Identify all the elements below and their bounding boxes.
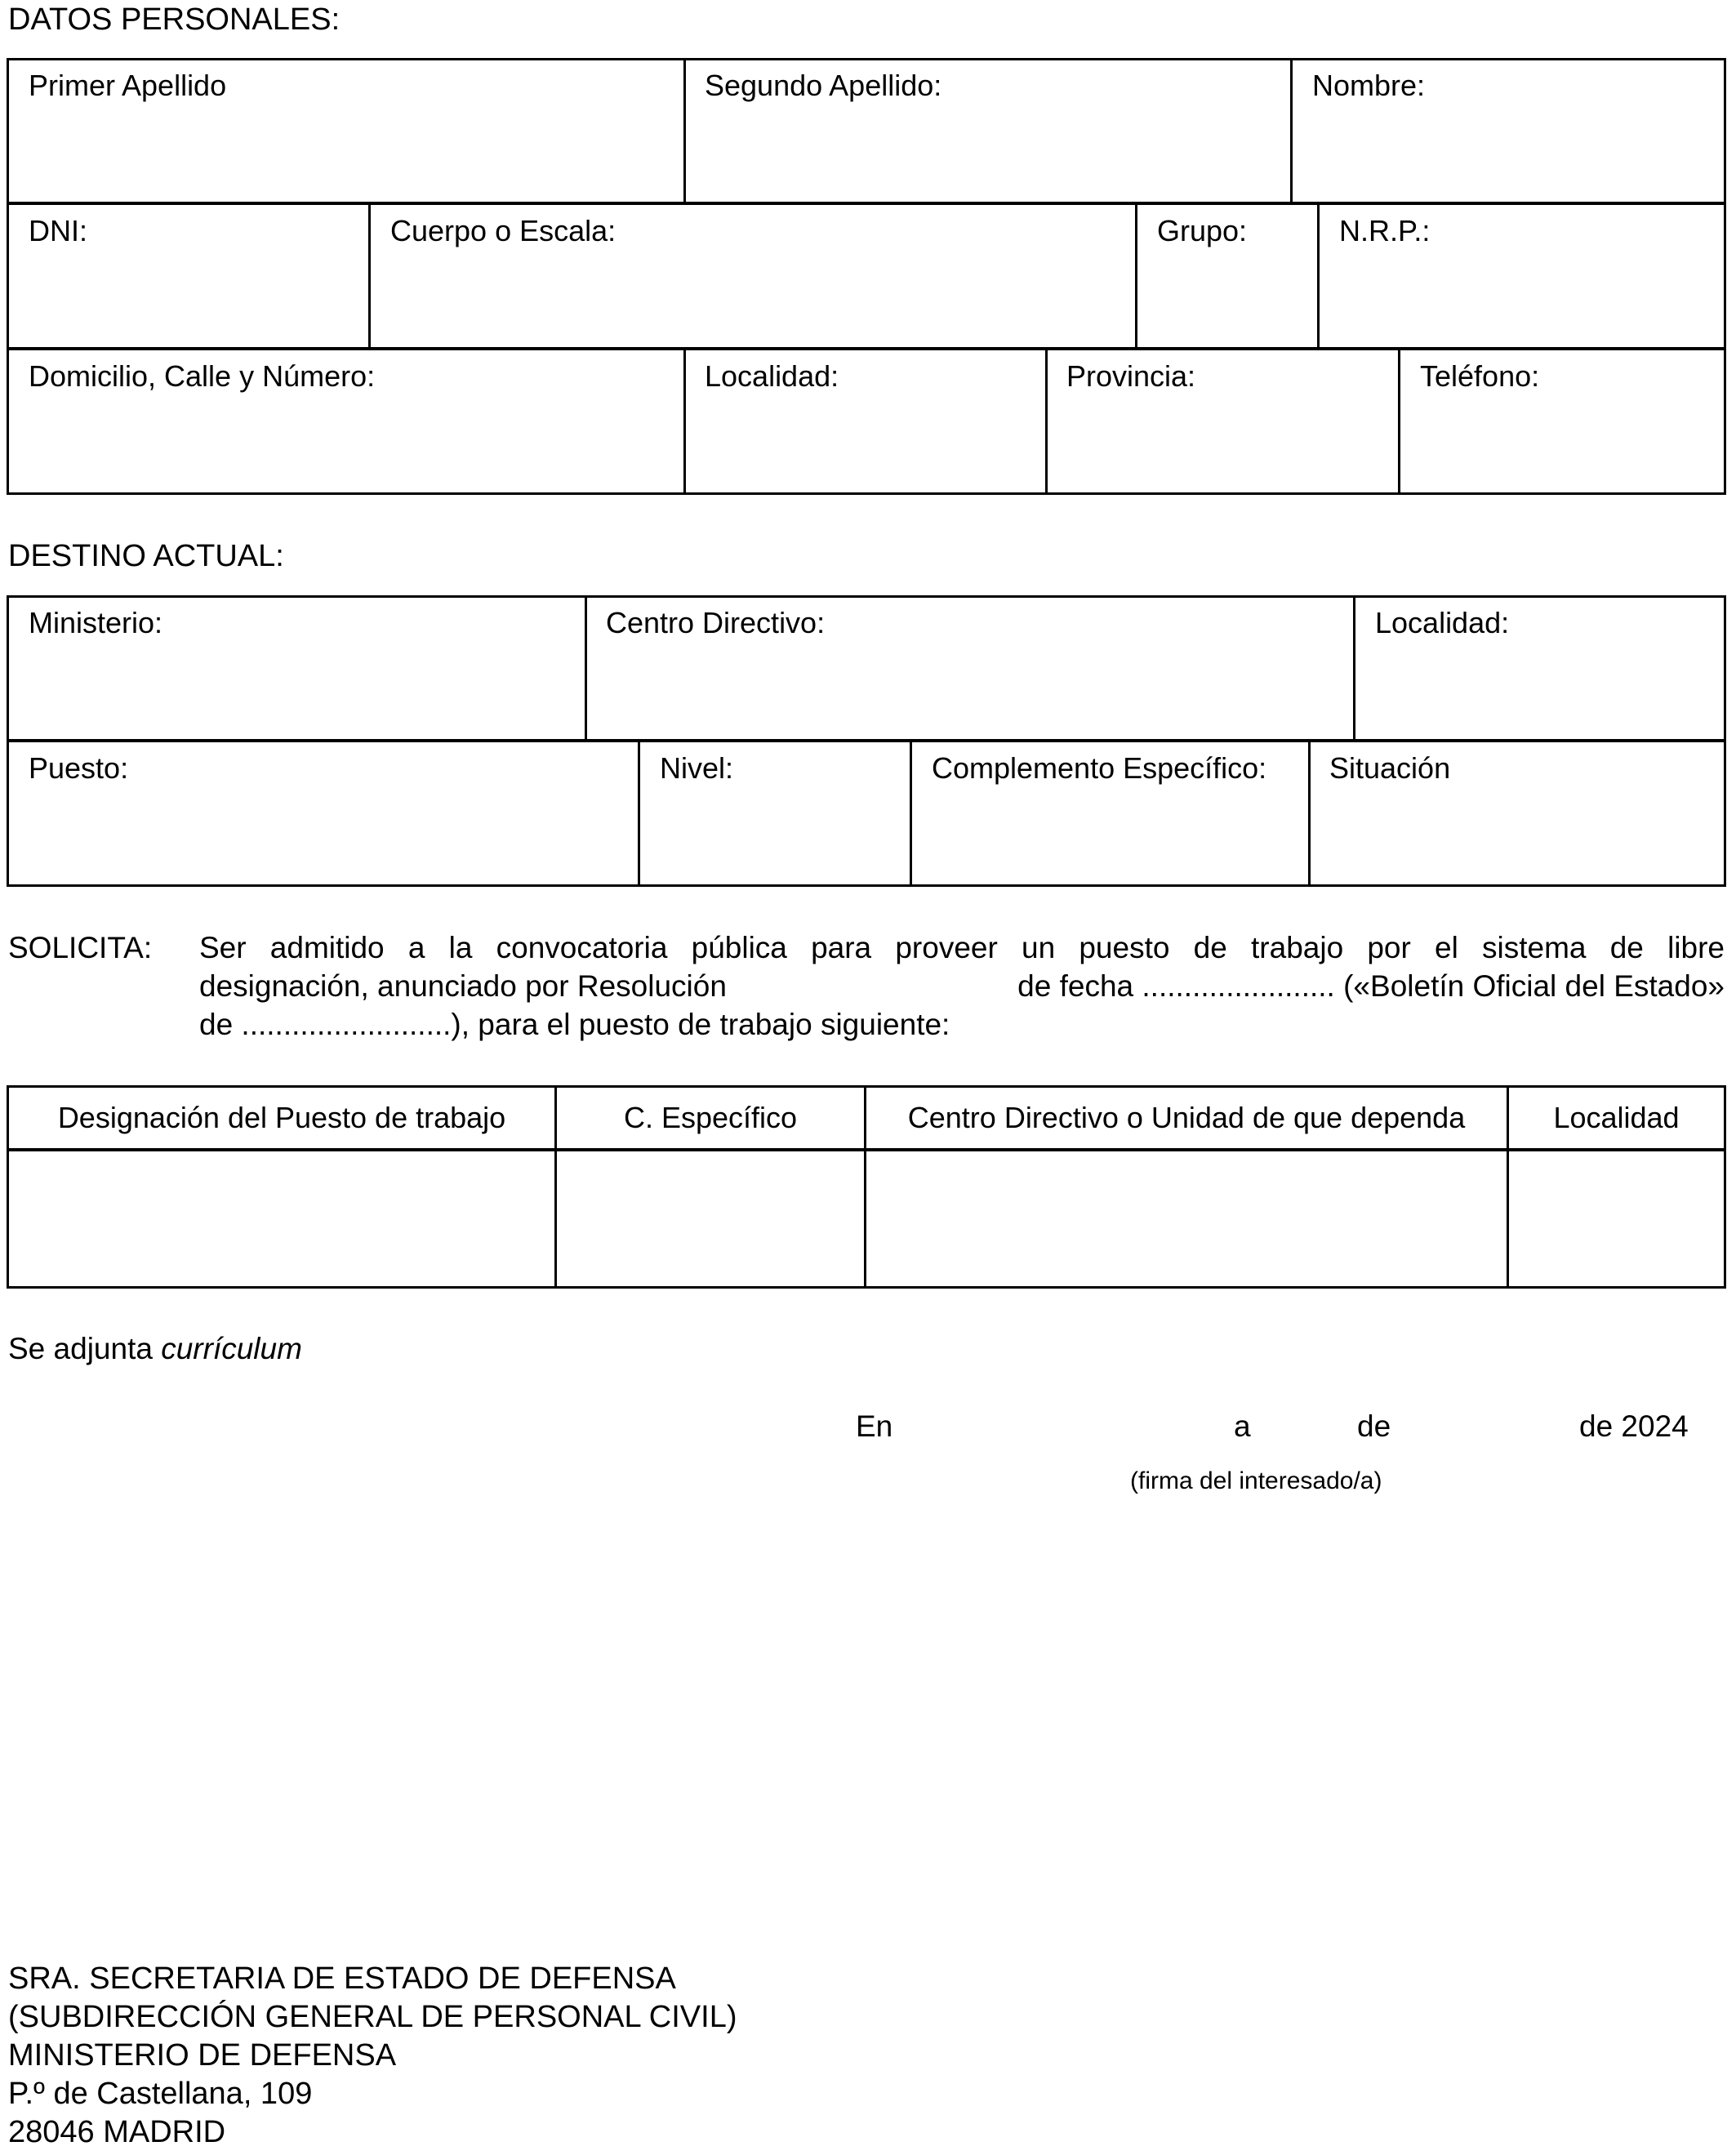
column-divider [910,741,912,886]
nrp-field[interactable] [1324,252,1725,343]
column-divider [1135,203,1137,349]
section-heading-datos-personales: DATOS PERSONALES: [8,2,341,37]
label-ministerio: Ministerio: [29,606,163,639]
signature-area[interactable] [980,1503,1551,1911]
lugar-field[interactable] [906,1406,1220,1445]
row-divider [7,347,1726,350]
header-divider [7,1148,1726,1151]
solicita-line-2a: designación, anunciado por Resolución [199,969,727,1003]
destinatario-line: MINISTERIO DE DEFENSA [8,2038,397,2073]
localidad-puesto-field[interactable] [1512,1155,1725,1285]
label-primer-apellido: Primer Apellido [29,69,227,102]
localidad-destino-field[interactable] [1360,643,1725,737]
destinatario-address [8,1960,737,2152]
column-header-centro-directivo: Centro Directivo o Unidad de que dependa [907,1101,1466,1134]
column-divider [1353,595,1355,741]
column-divider [683,58,686,203]
fecha-en-label: En [856,1409,893,1443]
column-header-designacion: Designación del Puesto de trabajo [57,1101,506,1134]
label-cuerpo-escala: Cuerpo o Escala: [390,214,617,247]
label-provincia: Provincia: [1066,359,1196,393]
label-nivel: Nivel: [660,751,734,785]
column-divider [683,349,686,494]
provincia-field[interactable] [1052,397,1395,490]
c-especifico-field[interactable] [560,1155,863,1285]
segundo-apellido-field[interactable] [690,106,1288,198]
label-localidad-destino: Localidad: [1375,606,1510,639]
label-telefono: Teléfono: [1420,359,1540,393]
column-header-localidad: Localidad [1553,1101,1680,1134]
fecha-de-label: de [1357,1409,1391,1443]
domicilio-field[interactable] [11,397,680,490]
complemento-especifico-field[interactable] [916,789,1306,882]
adjunta-curriculum-italic: currículum [161,1332,302,1365]
label-dni: DNI: [29,214,87,247]
adjunta-prefix: Se adjunta [8,1332,162,1365]
column-divider [1308,741,1311,886]
firma-interesado-label: (firma del interesado/a) [1130,1467,1382,1494]
nombre-field[interactable] [1297,106,1725,198]
mes-field[interactable] [1400,1406,1579,1445]
column-divider [1317,203,1320,349]
puesto-field[interactable] [11,789,635,882]
adjunta-curriculum-note [8,1329,302,1368]
dia-field[interactable] [1262,1406,1355,1445]
destinatario-line: 28046 MADRID [8,2115,226,2149]
label-localidad: Localidad: [705,359,839,393]
section-heading-destino-actual: DESTINO ACTUAL: [8,539,284,573]
column-divider [638,741,640,886]
solicita-label: SOLICITA: [8,931,153,964]
ministerio-field[interactable] [11,643,582,737]
column-divider [585,595,587,741]
column-divider [1398,349,1400,494]
destinatario-line: (SUBDIRECCIÓN GENERAL DE PERSONAL CIVIL) [8,2000,737,2034]
label-domicilio: Domicilio, Calle y Número: [29,359,376,393]
row-divider [7,202,1726,205]
label-situacion: Situación [1329,751,1451,785]
column-divider [1290,58,1293,203]
label-puesto: Puesto: [29,751,129,785]
fecha-a-label: a [1234,1409,1251,1443]
column-divider [368,203,371,349]
fecha-anio-label: de 2024 [1579,1409,1689,1443]
label-complemento-especifico: Complemento Específico: [932,751,1267,785]
label-segundo-apellido: Segundo Apellido: [705,69,942,102]
nivel-field[interactable] [644,789,907,882]
label-centro-directivo: Centro Directivo: [606,606,826,639]
solicita-line-1: Ser admitido a la convocatoria pública para proveer un puesto de trabajo por el sistema de libre [199,931,1725,964]
column-divider [1045,349,1048,494]
column-header-c-especifico: C. Específico [623,1101,798,1134]
label-grupo: Grupo: [1157,214,1248,247]
centro-directivo-field[interactable] [591,643,1351,737]
row-divider [7,739,1726,742]
label-nombre: Nombre: [1312,69,1426,102]
designacion-puesto-field[interactable] [11,1155,554,1285]
solicita-line-3: de .........................), para el puesto de trabajo siguiente: [199,1008,950,1041]
destinatario-line: SRA. SECRETARIA DE ESTADO DE DEFENSA [8,1961,676,1996]
telefono-field[interactable] [1404,397,1725,490]
grupo-field[interactable] [1142,252,1315,343]
primer-apellido-field[interactable] [11,106,680,198]
cuerpo-escala-field[interactable] [375,252,1133,343]
label-nrp: N.R.P.: [1339,214,1431,247]
localidad-field[interactable] [690,397,1043,490]
situacion-field[interactable] [1315,789,1725,882]
solicita-line-2b: de fecha ....................... («Boletín Oficial del Estado» [1017,969,1725,1003]
dni-field[interactable] [11,252,366,343]
centro-directivo-unidad-field[interactable] [870,1155,1506,1285]
destinatario-line: P.º de Castellana, 109 [8,2077,313,2111]
